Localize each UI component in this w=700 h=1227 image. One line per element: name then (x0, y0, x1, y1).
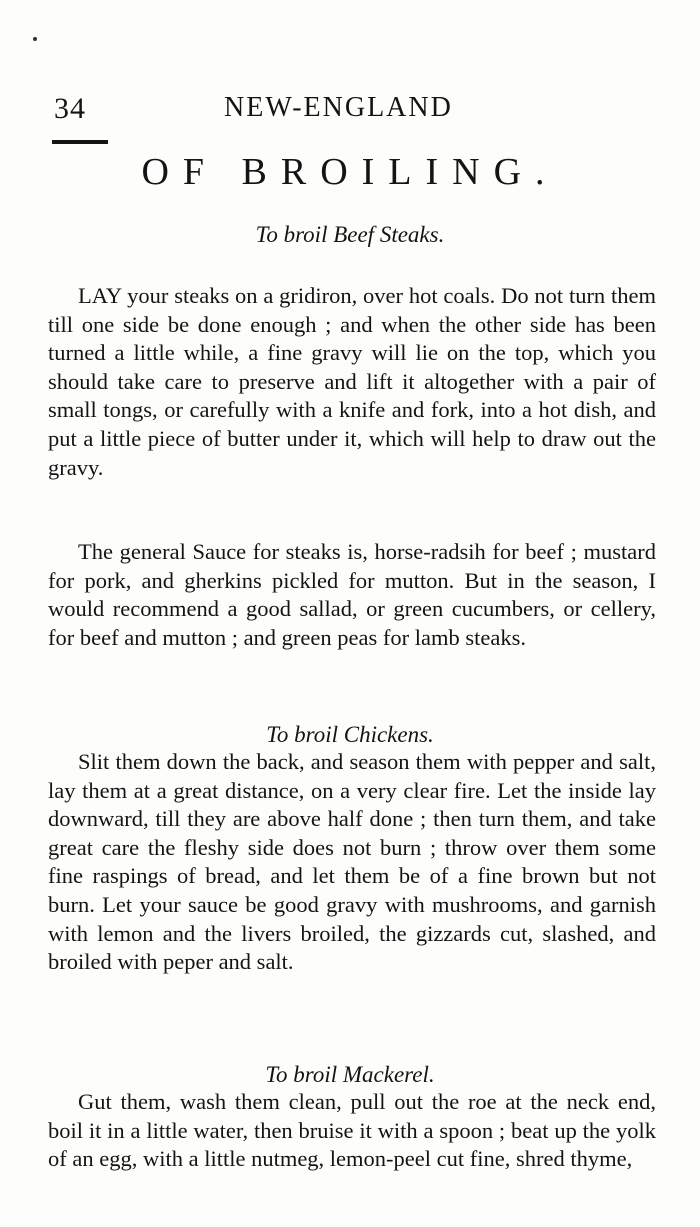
chapter-title: OF BROILING. (141, 151, 559, 193)
page-header (54, 92, 660, 132)
paragraph-chickens-method: Slit them down the back, and season them with pepper and salt, lay them at a great distance, on a very clear fire. Let the inside lay downward, till they are above half done ; then turn them, and take great care the fleshy side does not burn ; throw over them some fine raspings of bread, and let them be of a fine brown but not burn. Let your sauce be good gravy with mushrooms, and garnish with lemon and the livers broiled, the gizzards cut, slashed, and broiled with peper and salt. (48, 749, 656, 975)
section-title-mackerel: To broil Mackerel. (265, 1062, 435, 1087)
paragraph-mackerel-method: Gut them, wash them clean, pull out the roe at the neck end, boil it in a little water, then bruise it with a spoon ; beat up the yolk of an egg, with a little nutmeg, lemon-peel cut fine, shred thyme, (48, 1089, 656, 1172)
paragraph-beef-steaks-method: LAY your steaks on a gridiron, over hot coals. Do not turn them till one side be done enough ; and when the other side has been turned a little while, a fine gravy will lie on the top, which you should take care to preserve and lift it altogether with a pair of small tongs, or carefully with a knife and fork, into a hot dish, and put a little piece of butter under it, which will help to draw out the gravy. (48, 283, 656, 480)
paragraph-beef-steaks-sauce: The general Sauce for steaks is, horse-radsih for beef ; mustard for pork, and gherkins pickled for mutton. But in the season, I would recommend a good sallad, or green cucumbers, or cellery, for beef and mutton ; and green peas for lamb steaks. (48, 539, 656, 650)
page-number: 34 (54, 92, 86, 125)
running-head: NEW-ENGLAND (224, 92, 453, 123)
section-title-beef-steaks: To broil Beef Steaks. (255, 222, 445, 247)
ink-speck (33, 37, 37, 41)
section-title-chickens: To broil Chickens. (266, 722, 434, 747)
header-rule (52, 140, 108, 144)
